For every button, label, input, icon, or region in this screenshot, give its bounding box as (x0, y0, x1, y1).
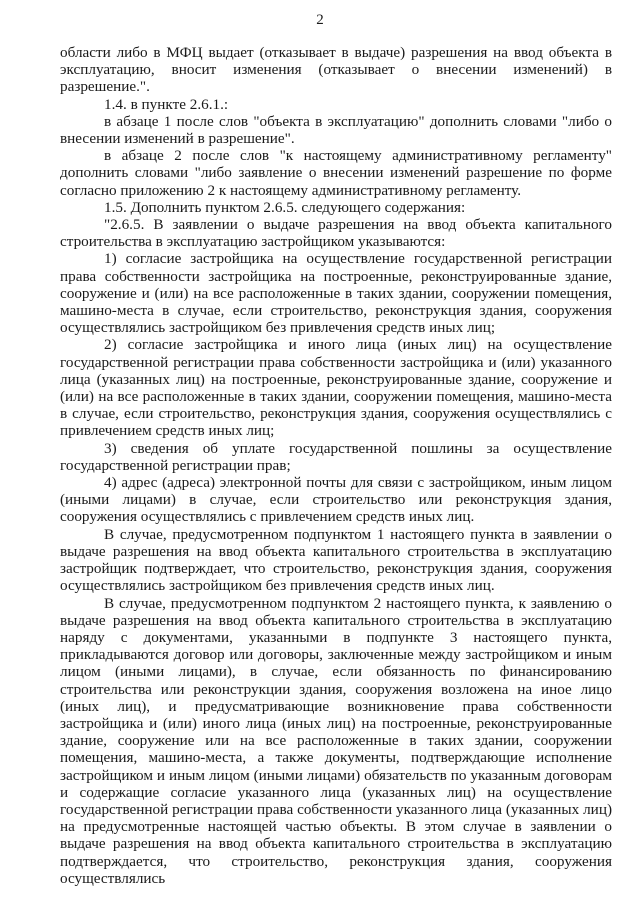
paragraph: 4) адрес (адреса) электронной почты для связи с застройщиком, иным лицом (иными лицами) в случае, если строительство или реконструкция здания, сооружения осуществлялись с привлечением средств иных лиц. (60, 474, 612, 526)
paragraph: 3) сведения об уплате государственной пошлины за осуществление государственной регистрации прав; (60, 439, 612, 474)
document-body (60, 44, 612, 887)
paragraph: в абзаце 1 после слов "объекта в эксплуатацию" дополнить словами "либо о внесении изменений в разрешение". (60, 112, 612, 148)
paragraph: 2) согласие застройщика и иного лица (иных лиц) на осуществление государственной регистрации права собственности застройщика и (или) указанного лица (указанных лиц) на построенные, реконструированные здание, сооружение и (или) на все расположенные в таких здании, сооружении помещения, машино-места в случае, если строительство, реконструкция здания, сооружения осуществлялись с привлечением средств иных лиц; (60, 336, 612, 440)
paragraph: "2.6.5. В заявлении о выдаче разрешения на ввод объекта капитального строительства в эксплуатацию застройщиком указываются: (60, 216, 612, 251)
paragraph: области либо в МФЦ выдает (отказывает в выдаче) разрешения на ввод объекта в эксплуатацию, вносит изменения (отказывает о внесении изменений) в разрешение.". (60, 44, 612, 96)
paragraph: в абзаце 2 после слов "к настоящему административному регламенту" дополнить словами "либо заявление о внесении изменений разрешение по форме согласно приложению 2 к настоящему административному регламенту. (60, 147, 612, 199)
paragraph: 1) согласие застройщика на осуществление государственной регистрации права собственности застройщика на построенные, реконструированные здание, сооружение и (или) на все расположенные в таких здании, сооружении помещения, машино-места в случае, если строительство, реконструкция здания, сооружения осуществлялись застройщиком без привлечения средств иных лиц; (60, 250, 612, 337)
paragraph: В случае, предусмотренном подпунктом 2 настоящего пункта, к заявлению о выдаче разрешения на ввод объекта капитального строительства в эксплуатацию наряду с документами, указанными в подпункте 3 настоящего пункта, прикладываются договор или договоры, заключенные между застройщиком и иным лицом (иными лицами), в случае, если обязанность по финансированию строительства или реконструкции здания, сооружения возложена на иное лицо (иных лиц), и предусматривающие возникновение права собственности застройщика и (или) иного лица (иных лиц) на построенные, реконструированные здание, сооружение или на все расположенные в таких здании, сооружении помещения, машино-места, а также документы, подтверждающие исполнение застройщиком и иным лицом (иными лицами) обязательств по указанным договорам и содержащие согласие указанного лица (указанных лиц) на осуществление государственной регистрации права собственности указанного лица (указанных лиц) на предусмотренные настоящей частью объекты. В этом случае в заявлении о выдаче разрешения на ввод объекта капитального строительства в эксплуатацию подтверждается, что строительство, реконструкция здания, сооружения осуществлялись (60, 594, 612, 887)
paragraph: 1.5. Дополнить пунктом 2.6.5. следующего содержания: (104, 198, 466, 216)
paragraph: 1.4. в пункте 2.6.1.: (104, 95, 229, 113)
page-number: 2 (316, 12, 324, 28)
paragraph: В случае, предусмотренном подпунктом 1 настоящего пункта в заявлении о выдаче разрешения на ввод объекта капитального строительства в эксплуатацию застройщик подтверждает, что строительство, реконструкция здания, сооружения осуществлялись застройщиком без привлечения средств иных лиц. (60, 525, 612, 595)
